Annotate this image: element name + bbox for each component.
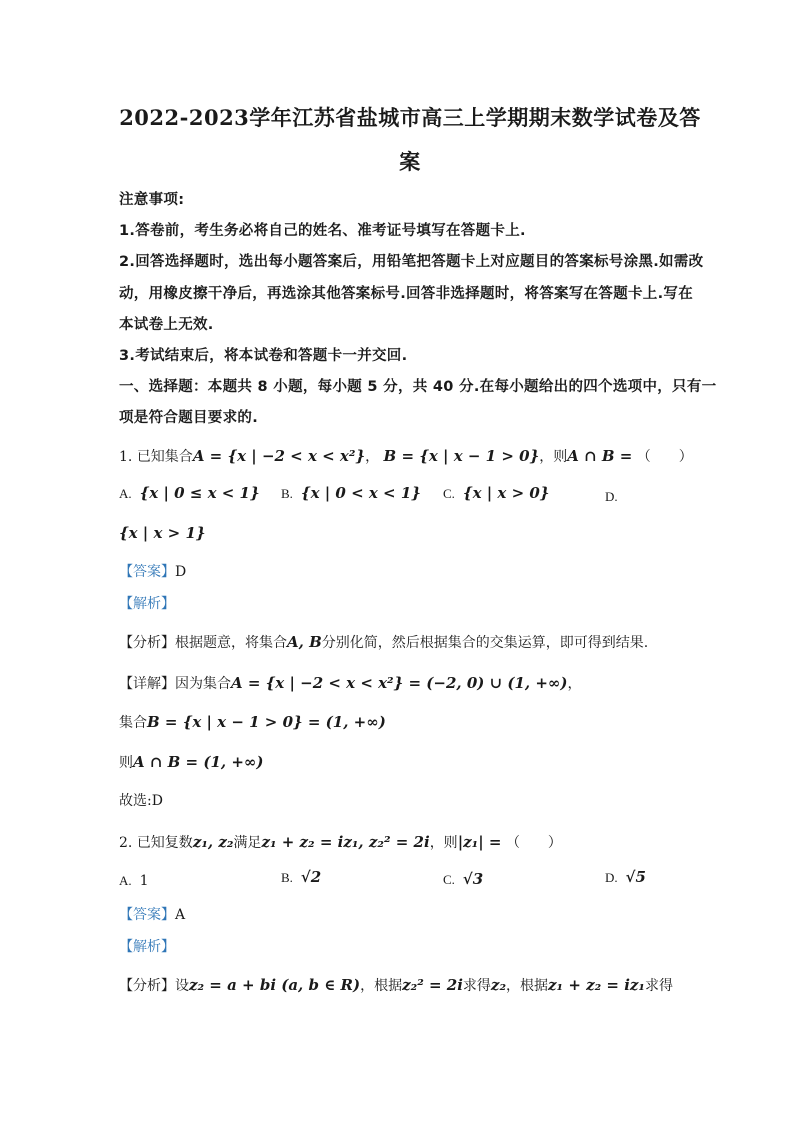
separator: ， (365, 449, 380, 465)
fenxi-tag: 【分析】 (119, 635, 175, 651)
option-label: A. (119, 486, 132, 501)
fenxi-expression-3: z₂ (490, 976, 507, 994)
detail-end: ， (567, 676, 582, 692)
notes-item-2-line1: 2.回答选择题时，选出每小题答案后，用铅笔把答题卡上对应题目的答案标号涂黑.如需改 (119, 254, 704, 270)
question-number: 2. (119, 835, 133, 851)
modulus-expression: |z₁| = (457, 833, 502, 851)
document-title-line2: 案 (399, 149, 421, 174)
intersection-result: A ∩ B = (1, +∞) (133, 753, 264, 771)
option-value: 1 (139, 873, 149, 889)
fenxi-text: 设 (175, 978, 189, 994)
q1-option-c (443, 484, 549, 502)
then-text: 则 (119, 755, 133, 771)
q2-answer (119, 904, 185, 924)
question-text-mid: 满足 (233, 835, 262, 851)
q2-option-d (605, 868, 646, 886)
q2-option-a (119, 873, 149, 889)
q1-option-a (119, 484, 260, 502)
fenxi-tag: 【分析】 (119, 978, 175, 994)
option-label: B. (281, 870, 293, 885)
analysis-tag: 【解析】 (119, 596, 175, 612)
fenxi-expression-4: z₁ + z₂ = iz₁ (548, 976, 646, 994)
question-1-stem (119, 446, 693, 466)
option-value: {x | x > 1} (119, 524, 206, 542)
q1-option-b (281, 484, 421, 502)
fenxi-text-5: 求得 (645, 978, 674, 994)
option-value: √5 (625, 868, 646, 886)
detail-expression: A = {x | −2 < x < x²} = (−2, 0) ∪ (1, +∞) (231, 674, 568, 692)
question-number: 1. (119, 449, 133, 465)
q2-option-c (443, 870, 483, 888)
question-text: 已知集合 (136, 449, 193, 465)
condition-expression: z₁ + z₂ = iz₁, z₂² = 2i (261, 833, 430, 851)
option-label: C. (443, 486, 455, 501)
fenxi-text-2: ，根据 (360, 978, 403, 994)
option-label: D. (605, 489, 618, 504)
q1-fenxi (119, 632, 648, 652)
option-label: B. (281, 486, 293, 501)
detail-text: 因为集合 (175, 676, 231, 692)
option-label: A. (119, 873, 132, 888)
q1-detail (119, 673, 582, 693)
fenxi-text-4: ，根据 (506, 978, 549, 994)
q1-option-d (605, 489, 626, 505)
q2-option-b (281, 868, 321, 886)
question-2-stem (119, 832, 562, 852)
answer-blank: （ ） (505, 835, 562, 851)
document-title-line1: 2022-2023学年江苏省盐城市高三上学期期末数学试卷及答 (119, 105, 701, 130)
question-text: 已知复数 (136, 835, 193, 851)
option-value: {x | 0 < x < 1} (300, 484, 421, 502)
q1-answer (119, 561, 186, 581)
q1-analysis-tag (119, 593, 175, 613)
fenxi-text-3: 求得 (462, 978, 491, 994)
fenxi-text-rest: 分别化简，然后根据集合的交集运算，即可得到结果. (321, 635, 649, 651)
option-value: √3 (462, 870, 484, 888)
q2-analysis-tag (119, 936, 175, 956)
notes-item-2-line3: 本试卷上无效. (119, 317, 214, 333)
q1-then-line (119, 752, 263, 772)
option-value: √2 (300, 868, 322, 886)
option-value: {x | x > 0} (462, 484, 550, 502)
fenxi-text: 根据题意，将集合 (175, 635, 287, 651)
detail-tag: 【详解】 (119, 676, 175, 692)
notes-heading: 注意事项: (119, 192, 185, 208)
section-heading-line2: 项是符合题目要求的. (119, 410, 259, 426)
question-text-then: ，则 (429, 835, 458, 851)
notes-item-2-line2: 动，用橡皮擦干净后，再选涂其他答案标号.回答非选择题时，将答案写在答题卡上.写在 (119, 286, 694, 302)
answer-value: A (175, 907, 186, 923)
q1-choose: 故选:D (119, 793, 163, 809)
fenxi-sets: A, B (287, 633, 322, 651)
q2-fenxi (119, 975, 673, 995)
answer-blank: （ ） (636, 449, 693, 465)
option-label: C. (443, 872, 455, 887)
answer-value: D (175, 564, 187, 580)
set-b-result: B = {x | x − 1 > 0} = (1, +∞) (147, 713, 386, 731)
section-heading-line1: 一、选择题：本题共 8 小题，每小题 5 分，共 40 分.在每小题给出的四个选项中，只有一 (119, 379, 717, 395)
notes-item-1: 1.答卷前，考生务必将自己的姓名、准考证号填写在答题卡上. (119, 223, 526, 239)
set-a-expression: A = {x | −2 < x < x²} (192, 447, 366, 465)
option-label: D. (605, 870, 618, 885)
question-text-then: ，则 (539, 449, 568, 465)
fenxi-expression-2: z₂² = 2i (402, 976, 463, 994)
answer-tag: 【答案】 (119, 564, 175, 580)
option-value: {x | 0 ≤ x < 1} (139, 484, 260, 502)
complex-vars: z₁, z₂ (192, 833, 234, 851)
set-text: 集合 (119, 715, 147, 731)
notes-item-3: 3.考试结束后，将本试卷和答题卡一并交回. (119, 348, 408, 364)
q1-option-d-value (119, 524, 206, 542)
q1-set-b-line (119, 712, 386, 732)
fenxi-expression-1: z₂ = a + bi (a, b ∈ R) (189, 976, 361, 994)
analysis-tag: 【解析】 (119, 939, 175, 955)
set-b-expression: B = {x | x − 1 > 0} (383, 447, 540, 465)
intersection-expression: A ∩ B = (567, 447, 633, 465)
answer-tag: 【答案】 (119, 907, 175, 923)
